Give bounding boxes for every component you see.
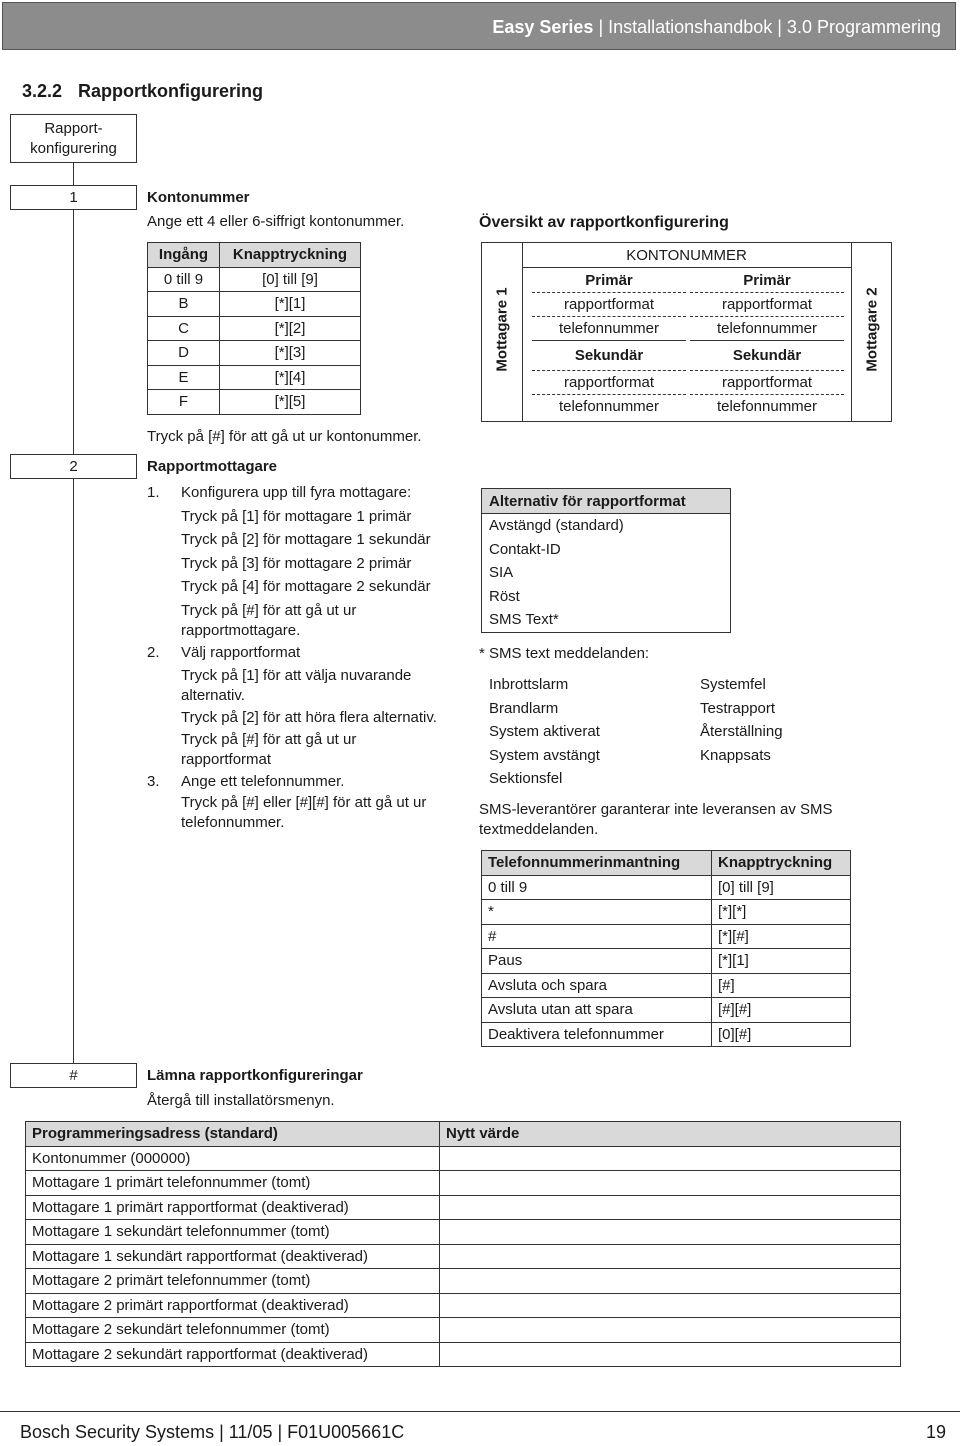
list-text: Tryck på [2] för mottagare 1 sekundär (181, 531, 431, 548)
new-value-cell (440, 1293, 901, 1318)
table-row (482, 900, 851, 925)
menu-root-line1: Rapport- (44, 120, 103, 137)
entry-header-input: Ingång (148, 243, 220, 268)
receiver-1-label: Mottagare 1 (493, 287, 511, 372)
table-row (26, 1342, 901, 1367)
list-text: Tryck på [4] för mottagare 2 sekundär (181, 578, 431, 595)
table-row (26, 1293, 901, 1318)
table-row (482, 924, 851, 949)
list-item: System avstängt (489, 746, 600, 764)
table-row (482, 1022, 851, 1047)
table-row (482, 875, 851, 900)
table-cell: Avsluta och spara (482, 973, 712, 998)
table-cell: F (148, 390, 220, 415)
list-item: Testrapport (700, 699, 776, 717)
table-row (26, 1220, 901, 1245)
receiver-2-label: Mottagare 2 (863, 287, 881, 372)
list-item: Avstängd (standard) (489, 517, 624, 534)
table-cell: Mottagare 2 primärt telefonnummer (tomt) (26, 1269, 440, 1294)
table-cell: E (148, 365, 220, 390)
entry-table (147, 242, 361, 415)
table-cell: Deaktivera telefonnummer (482, 1022, 712, 1047)
table-cell: [0] till [9] (220, 267, 361, 292)
step-hash-desc: Återgå till installatörsmenyn. (147, 1092, 335, 1109)
table-cell: * (482, 900, 712, 925)
table-cell: Mottagare 2 sekundärt rapportformat (deaktiverad) (26, 1342, 440, 1367)
list-text: Välj rapportformat (181, 643, 301, 661)
prog-header-new-value: Nytt värde (440, 1122, 901, 1147)
section-title (22, 81, 263, 102)
table-cell: [#] (712, 973, 851, 998)
table-cell: D (148, 341, 220, 366)
page-header (2, 2, 956, 50)
programming-table (25, 1121, 901, 1367)
divider (522, 243, 523, 421)
list-item: Röst (489, 587, 520, 605)
list-text: Tryck på [#] för att gå ut ur (181, 601, 357, 619)
connector-line (73, 479, 74, 1063)
new-value-cell (440, 1244, 901, 1269)
menu-root-line2: konfigurering (30, 140, 117, 157)
table-cell: [*][5] (220, 390, 361, 415)
table-cell: [*][1] (220, 292, 361, 317)
step-1-desc: Ange ett 4 eller 6-siffrigt kontonummer. (147, 213, 405, 230)
new-value-cell (440, 1342, 901, 1367)
primary-format: rapportformat (532, 293, 686, 317)
step-1-key: 1 (69, 189, 78, 206)
table-cell: Avsluta utan att spara (482, 998, 712, 1023)
table-cell: Mottagare 2 sekundärt telefonnummer (tomt) (26, 1318, 440, 1343)
table-row (148, 292, 361, 317)
table-cell: [#][#] (712, 998, 851, 1023)
new-value-cell (440, 1318, 901, 1343)
table-row (26, 1244, 901, 1269)
list-text: Tryck på [#] eller [#][#] för att gå ut ur (181, 794, 427, 811)
step-2-box (10, 454, 137, 479)
table-cell: [0] till [9] (712, 875, 851, 900)
primary-format: rapportformat (690, 293, 844, 317)
table-cell: [*][2] (220, 316, 361, 341)
prog-header-address: Programmeringsadress (standard) (26, 1122, 440, 1147)
menu-root-box (10, 114, 137, 163)
header-rest: | Installationshandbok | 3.0 Programmering (593, 17, 941, 37)
step-hash-title: Lämna rapportkonfigureringar (147, 1067, 363, 1084)
table-row (26, 1269, 901, 1294)
disclaimer-line: textmeddelanden. (479, 821, 599, 838)
table-row (482, 998, 851, 1023)
step-1-box (10, 185, 137, 210)
list-item: Contakt-ID (489, 540, 561, 558)
secondary-format: rapportformat (532, 371, 686, 395)
header-series: Easy Series (492, 17, 594, 37)
table-cell: 0 till 9 (482, 875, 712, 900)
step-2-instructions (147, 481, 467, 833)
connector-line (73, 210, 74, 454)
new-value-cell (440, 1220, 901, 1245)
step-1-exit: Tryck på [#] för att gå ut ur kontonummer. (147, 428, 422, 445)
table-row (482, 949, 851, 974)
list-text: Tryck på [3] för mottagare 2 primär (181, 554, 412, 572)
sms-list-col2 (700, 673, 783, 767)
list-number: 2. (147, 643, 160, 661)
primary-label: Primär (532, 268, 686, 293)
table-cell: [*][1] (712, 949, 851, 974)
new-value-cell (440, 1146, 901, 1171)
list-item: Systemfel (700, 676, 766, 693)
footer-divider (0, 1411, 960, 1412)
list-item: SIA (489, 564, 514, 581)
section-number: 3.2.2 (22, 81, 63, 101)
phone-header-key: Knapptryckning (712, 851, 851, 876)
table-row (148, 365, 361, 390)
new-value-cell (440, 1171, 901, 1196)
table-cell: [*][3] (220, 341, 361, 366)
table-cell: # (482, 924, 712, 949)
table-row (148, 390, 361, 415)
phone-header-entry: Telefonnummerinmantning (482, 851, 712, 876)
entry-header-key: Knapptryckning (220, 243, 361, 268)
table-row (26, 1318, 901, 1343)
format-options-header: Alternativ för rapportformat (482, 489, 730, 514)
table-row (482, 973, 851, 998)
overview-col-right (690, 268, 844, 419)
list-item: Sektionsfel (489, 770, 563, 787)
table-cell: C (148, 316, 220, 341)
table-row (26, 1195, 901, 1220)
primary-label: Primär (690, 268, 844, 293)
table-cell: 0 till 9 (148, 267, 220, 292)
list-item: Brandlarm (489, 699, 559, 717)
table-row (26, 1171, 901, 1196)
table-cell: Mottagare 1 primärt rapportformat (deaktiverad) (26, 1195, 440, 1220)
sms-list-col1 (489, 673, 600, 791)
new-value-cell (440, 1195, 901, 1220)
section-name: Rapportkonfigurering (78, 81, 264, 101)
divider (851, 243, 852, 421)
sms-note: * SMS text meddelanden: (479, 645, 650, 662)
table-cell: [*][4] (220, 365, 361, 390)
account-number-header: KONTONUMMER (522, 243, 851, 268)
sms-disclaimer (479, 800, 833, 840)
new-value-cell (440, 1269, 901, 1294)
table-cell: Mottagare 1 primärt telefonnummer (tomt) (26, 1171, 440, 1196)
list-item: Inbrottslarm (489, 676, 569, 693)
connector-line (73, 163, 74, 185)
overview-title: Översikt av rapportkonfigurering (479, 214, 729, 231)
table-row (148, 316, 361, 341)
table-row (148, 341, 361, 366)
table-cell: Mottagare 1 sekundärt rapportformat (deaktiverad) (26, 1244, 440, 1269)
list-number: 1. (147, 484, 160, 501)
step-2-title: Rapportmottagare (147, 458, 278, 475)
list-text: alternativ. (181, 687, 245, 704)
secondary-label: Sekundär (532, 341, 686, 371)
table-row (148, 267, 361, 292)
footer-text: Bosch Security Systems | 11/05 | F01U005661C (20, 1422, 405, 1442)
format-options-box (481, 488, 731, 633)
list-text: Ange ett telefonnummer. (181, 772, 345, 790)
table-cell: Mottagare 2 primärt rapportformat (deaktiverad) (26, 1293, 440, 1318)
step-hash-box (10, 1063, 137, 1088)
table-cell: [*][*] (712, 900, 851, 925)
list-text: rapportformat (181, 750, 272, 768)
list-text: telefonnummer. (181, 814, 285, 831)
list-item: Återställning (700, 723, 783, 740)
secondary-phone: telefonnummer (716, 398, 818, 415)
list-item: Knappsats (700, 746, 771, 764)
secondary-label: Sekundär (690, 341, 844, 371)
overview-box (481, 242, 892, 422)
list-text: Tryck på [1] för att välja nuvarande (181, 667, 412, 684)
overview-col-left (532, 268, 686, 419)
disclaimer-line: SMS-leverantörer garanterar inte leveransen av SMS (479, 801, 833, 818)
table-cell: [*][#] (712, 924, 851, 949)
list-text: Tryck på [1] för mottagare 1 primär (181, 507, 412, 525)
table-cell: Paus (482, 949, 712, 974)
list-item: SMS Text* (489, 611, 559, 628)
phone-entry-table (481, 850, 851, 1047)
step-2-key: 2 (69, 458, 78, 475)
list-text: Konfigurera upp till fyra mottagare: (181, 484, 412, 501)
primary-phone: telefonnummer (690, 317, 844, 341)
secondary-format: rapportformat (690, 371, 844, 395)
table-cell: B (148, 292, 220, 317)
primary-phone: telefonnummer (532, 317, 686, 341)
step-1-title: Kontonummer (147, 189, 250, 206)
list-text: Tryck på [2] för att höra flera alternativ. (181, 709, 437, 726)
list-text: Tryck på [#] för att gå ut ur (181, 730, 357, 748)
table-cell: [0][#] (712, 1022, 851, 1047)
table-row (26, 1146, 901, 1171)
secondary-phone: telefonnummer (558, 398, 660, 415)
list-item: System aktiverat (489, 723, 600, 740)
table-cell: Mottagare 1 sekundärt telefonnummer (tomt) (26, 1220, 440, 1245)
step-hash-key: # (69, 1067, 78, 1084)
table-cell: Kontonummer (000000) (26, 1146, 440, 1171)
list-text: rapportmottagare. (181, 621, 301, 639)
list-number: 3. (147, 772, 160, 790)
page-number: 19 (926, 1422, 947, 1442)
